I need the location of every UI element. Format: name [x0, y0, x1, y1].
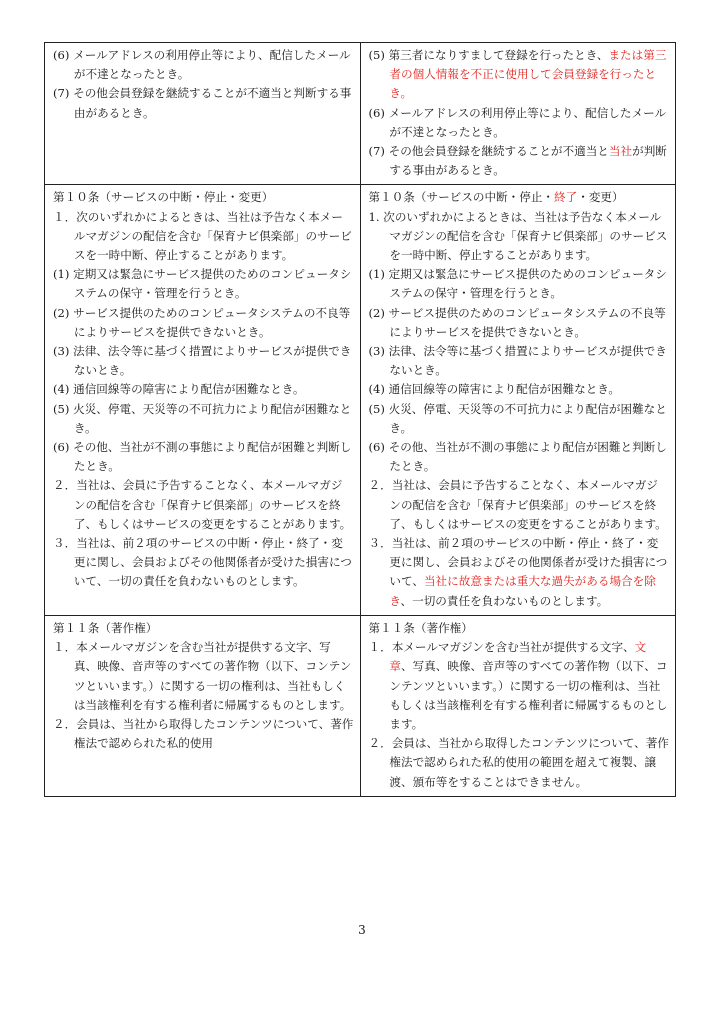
clause-item: (7) その他会員登録を継続することが不適当と当社が判断する事由があるとき。 [368, 144, 667, 178]
clause-item: (6) その他、当社が不測の事態により配信が困難と判断したとき。 [53, 440, 352, 474]
right-cell [360, 615, 676, 796]
revised-text: 終了 [554, 190, 578, 205]
clause-item: (5) 第三者になりすまして登録を行ったとき、または第三者の個人情報を不正に使用して会員登録を行ったとき。 [368, 48, 667, 101]
clause-item: (2) サービス提供のためのコンピュータシステムの不良等によりサービスを提供できないとき。 [368, 305, 666, 339]
left-cell [45, 615, 361, 796]
revised-text: または第三者の個人情報を不正に使用して会員登録を行ったとき。 [389, 48, 667, 101]
revised-text: 当社に故意または重大な過失がある場合を除き [389, 574, 656, 608]
article-heading: 第１０条（サービスの中断・停止・変更） [53, 190, 274, 205]
article-heading: 第１１条（著作権） [53, 620, 158, 635]
clause-item: (6) メールアドレスの利用停止等により、配信したメールが不達となったとき。 [53, 48, 351, 82]
table-row [45, 615, 676, 796]
right-cell [360, 185, 676, 615]
left-cell [45, 185, 361, 615]
comparison-table [44, 42, 676, 797]
table-row [45, 43, 676, 185]
clause-item: (4) 通信回線等の障害により配信が困難なとき。 [53, 382, 305, 397]
clause-item: (1) 定期又は緊急にサービス提供のためのコンピュータシステムの保守・管理を行うとき。 [368, 267, 667, 301]
clause-item: (5) 火災、停電、天災等の不可抗力により配信が困難なとき。 [53, 401, 352, 435]
table-row [45, 185, 676, 615]
clause-item: (6) メールアドレスの利用停止等により、配信したメールが不達となったとき。 [368, 105, 667, 139]
revised-text: 文章 [389, 640, 647, 674]
clause-item: (3) 法律、法令等に基づく措置によりサービスが提供できないとき。 [53, 344, 352, 378]
clause-item: (7) その他会員登録を継続することが不適当と判断する事由があるとき。 [53, 86, 352, 120]
clause-item: 1. 次のいずれかによるときは、当社は予告なく本メールマガジンの配信を含む「保育ナビ倶楽部」のサービスを一時中断、停止することがあります。 [368, 209, 668, 263]
right-cell [360, 43, 676, 185]
clause-item: (4) 通信回線等の障害により配信が困難なとき。 [368, 382, 621, 397]
clause-item: (6) その他、当社が不測の事態により配信が困難と判断したとき。 [368, 440, 667, 474]
clause-item: (1) 定期又は緊急にサービス提供のためのコンピュータシステムの保守・管理を行うとき。 [53, 267, 352, 301]
clause-item: ２．当社は、会員に予告することなく、本メールマガジンの配信を含む「保育ナビ倶楽部」のサービスを終了、もしくはサービスの変更をすることがあります。 [368, 478, 667, 531]
clause-item: ２．会員は、当社から取得したコンテンツについて、著作権法で認められた私的使用の範囲を超えて複製、譲渡、頒布等をすることはできません。 [368, 736, 669, 789]
clause-item: (5) 火災、停電、天災等の不可抗力により配信が困難なとき。 [368, 401, 667, 435]
clause-item: ２．当社は、会員に予告することなく、本メールマガジンの配信を含む「保育ナビ倶楽部」のサービスを終了、もしくはサービスの変更をすることがあります。 [53, 478, 352, 531]
clause-item: １．本メールマガジンを含む当社が提供する文字、写真、映像、音声等のすべての著作物（以下、コンテンツといいます。）に関する一切の権利は、当社もしくは当該権利を有する権利者に帰属するものとします。 [53, 640, 352, 712]
article-heading: 第１１条（著作権） [368, 620, 473, 635]
clause-item: (2) サービス提供のためのコンピュータシステムの不良等によりサービスを提供できないとき。 [53, 305, 351, 339]
revised-text: 当社 [608, 144, 633, 159]
clause-item: ３．当社は、前２項のサービスの中断・停止・終了・変更に関し、会員およびその他関係者が受けた損害について、当社に故意または重大な過失がある場合を除き、一切の責任を負わないものとします。 [368, 536, 668, 608]
article-heading: 第１０条（サービスの中断・停止・終了・変更） [368, 190, 624, 205]
clause-item: ３．当社は、前２項のサービスの中断・停止・終了・変更に関し、会員およびその他関係者が受けた損害について、一切の責任を負わないものとします。 [53, 536, 352, 589]
clause-item: １．本メールマガジンを含む当社が提供する文字、文章、写真、映像、音声等のすべての著作物（以下、コンテンツといいます。）に関する一切の権利は、当社もしくは当該権利を有する権利者に帰属するものとします。 [368, 640, 668, 731]
clause-item: (3) 法律、法令等に基づく措置によりサービスが提供できないとき。 [368, 344, 667, 378]
clause-item: １．次のいずれかによるときは、当社は予告なく本メールマガジンの配信を含む「保育ナビ倶楽部」のサービスを一時中断、停止することがあります。 [53, 209, 352, 263]
clause-item: ２．会員は、当社から取得したコンテンツについて、著作権法で認められた私的使用 [53, 716, 354, 751]
left-cell [45, 43, 361, 185]
page-number: 3 [358, 923, 366, 937]
